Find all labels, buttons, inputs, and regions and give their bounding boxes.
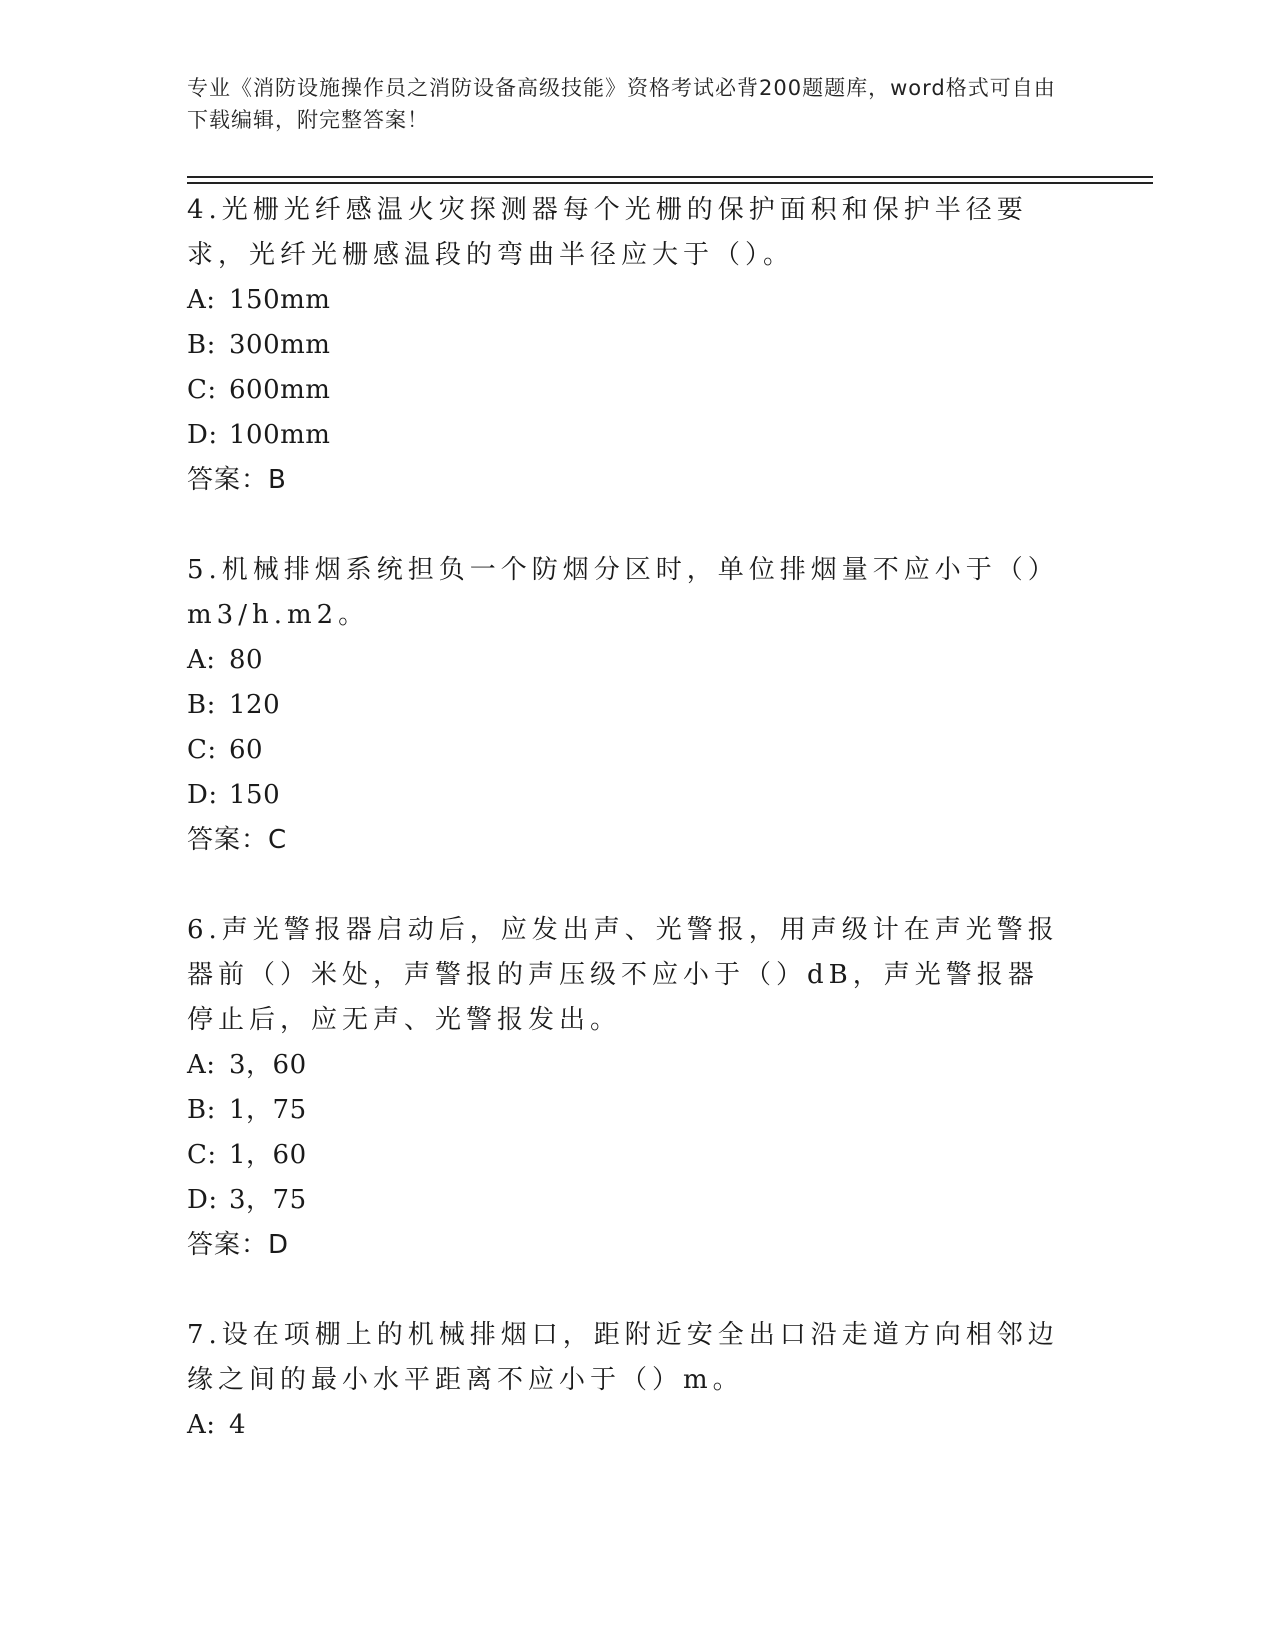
question-text: 6.声光警报器启动后，应发出声、光警报，用声级计在声光警报器前（）米处，声警报的声压级不应小于（）dB，声光警报器停止后，应无声、光警报发出。 bbox=[187, 915, 1059, 1035]
option-value: 1，60 bbox=[229, 1140, 307, 1170]
question-spacer bbox=[187, 863, 1067, 908]
option-key: A: bbox=[187, 645, 216, 675]
option-key: D: bbox=[187, 420, 218, 450]
option-d bbox=[187, 773, 1067, 818]
option-a bbox=[187, 638, 1067, 683]
question-spacer bbox=[187, 503, 1067, 548]
option-c bbox=[187, 1133, 1067, 1178]
option-value: 60 bbox=[229, 735, 264, 765]
option-a bbox=[187, 1403, 1067, 1448]
question-list bbox=[187, 188, 1067, 1448]
option-value: 1，75 bbox=[229, 1095, 307, 1125]
answer-line: 答案：D bbox=[187, 1230, 290, 1260]
option-key: D: bbox=[187, 1185, 218, 1215]
answer-line: 答案：B bbox=[187, 465, 287, 495]
answer-line: 答案：C bbox=[187, 825, 288, 855]
option-value: 150mm bbox=[229, 285, 331, 315]
option-key: C: bbox=[187, 735, 217, 765]
option-key: A: bbox=[187, 1050, 216, 1080]
option-value: 150 bbox=[229, 780, 281, 810]
header-divider-top bbox=[187, 176, 1153, 178]
option-value: 4 bbox=[229, 1410, 247, 1440]
option-c bbox=[187, 728, 1067, 773]
option-value: 3，60 bbox=[229, 1050, 307, 1080]
question-text: 4.光栅光纤感温火灾探测器每个光栅的保护面积和保护半径要求，光纤光栅感温段的弯曲半径应大于（）。 bbox=[187, 195, 1028, 270]
question-item bbox=[187, 188, 1067, 503]
option-value: 120 bbox=[229, 690, 281, 720]
option-value: 100mm bbox=[229, 420, 331, 450]
question-text: 5.机械排烟系统担负一个防烟分区时，单位排烟量不应小于（）m3/h.m2。 bbox=[187, 555, 1059, 630]
option-key: A: bbox=[187, 1410, 216, 1440]
option-key: A: bbox=[187, 285, 216, 315]
option-key: C: bbox=[187, 1140, 217, 1170]
option-a bbox=[187, 1043, 1067, 1088]
option-key: D: bbox=[187, 780, 218, 810]
question-item bbox=[187, 908, 1067, 1268]
option-a bbox=[187, 278, 1067, 323]
option-c bbox=[187, 368, 1067, 413]
header-divider-bottom bbox=[187, 182, 1153, 184]
option-value: 3，75 bbox=[229, 1185, 307, 1215]
option-key: B: bbox=[187, 690, 216, 720]
option-d bbox=[187, 413, 1067, 458]
option-b bbox=[187, 323, 1067, 368]
option-b bbox=[187, 683, 1067, 728]
question-item bbox=[187, 1313, 1067, 1448]
option-b bbox=[187, 1088, 1067, 1133]
question-item bbox=[187, 548, 1067, 863]
option-key: B: bbox=[187, 1095, 216, 1125]
option-value: 80 bbox=[229, 645, 264, 675]
option-value: 600mm bbox=[229, 375, 331, 405]
option-key: C: bbox=[187, 375, 217, 405]
question-spacer bbox=[187, 1268, 1067, 1313]
option-d bbox=[187, 1178, 1067, 1223]
document-header: 专业《消防设施操作员之消防设备高级技能》资格考试必背200题题库，word格式可自由下载编辑，附完整答案！ bbox=[187, 76, 1056, 132]
question-text: 7.设在项棚上的机械排烟口，距附近安全出口沿走道方向相邻边缘之间的最小水平距离不应小于（）m。 bbox=[187, 1320, 1059, 1395]
option-value: 300mm bbox=[229, 330, 331, 360]
option-key: B: bbox=[187, 330, 216, 360]
